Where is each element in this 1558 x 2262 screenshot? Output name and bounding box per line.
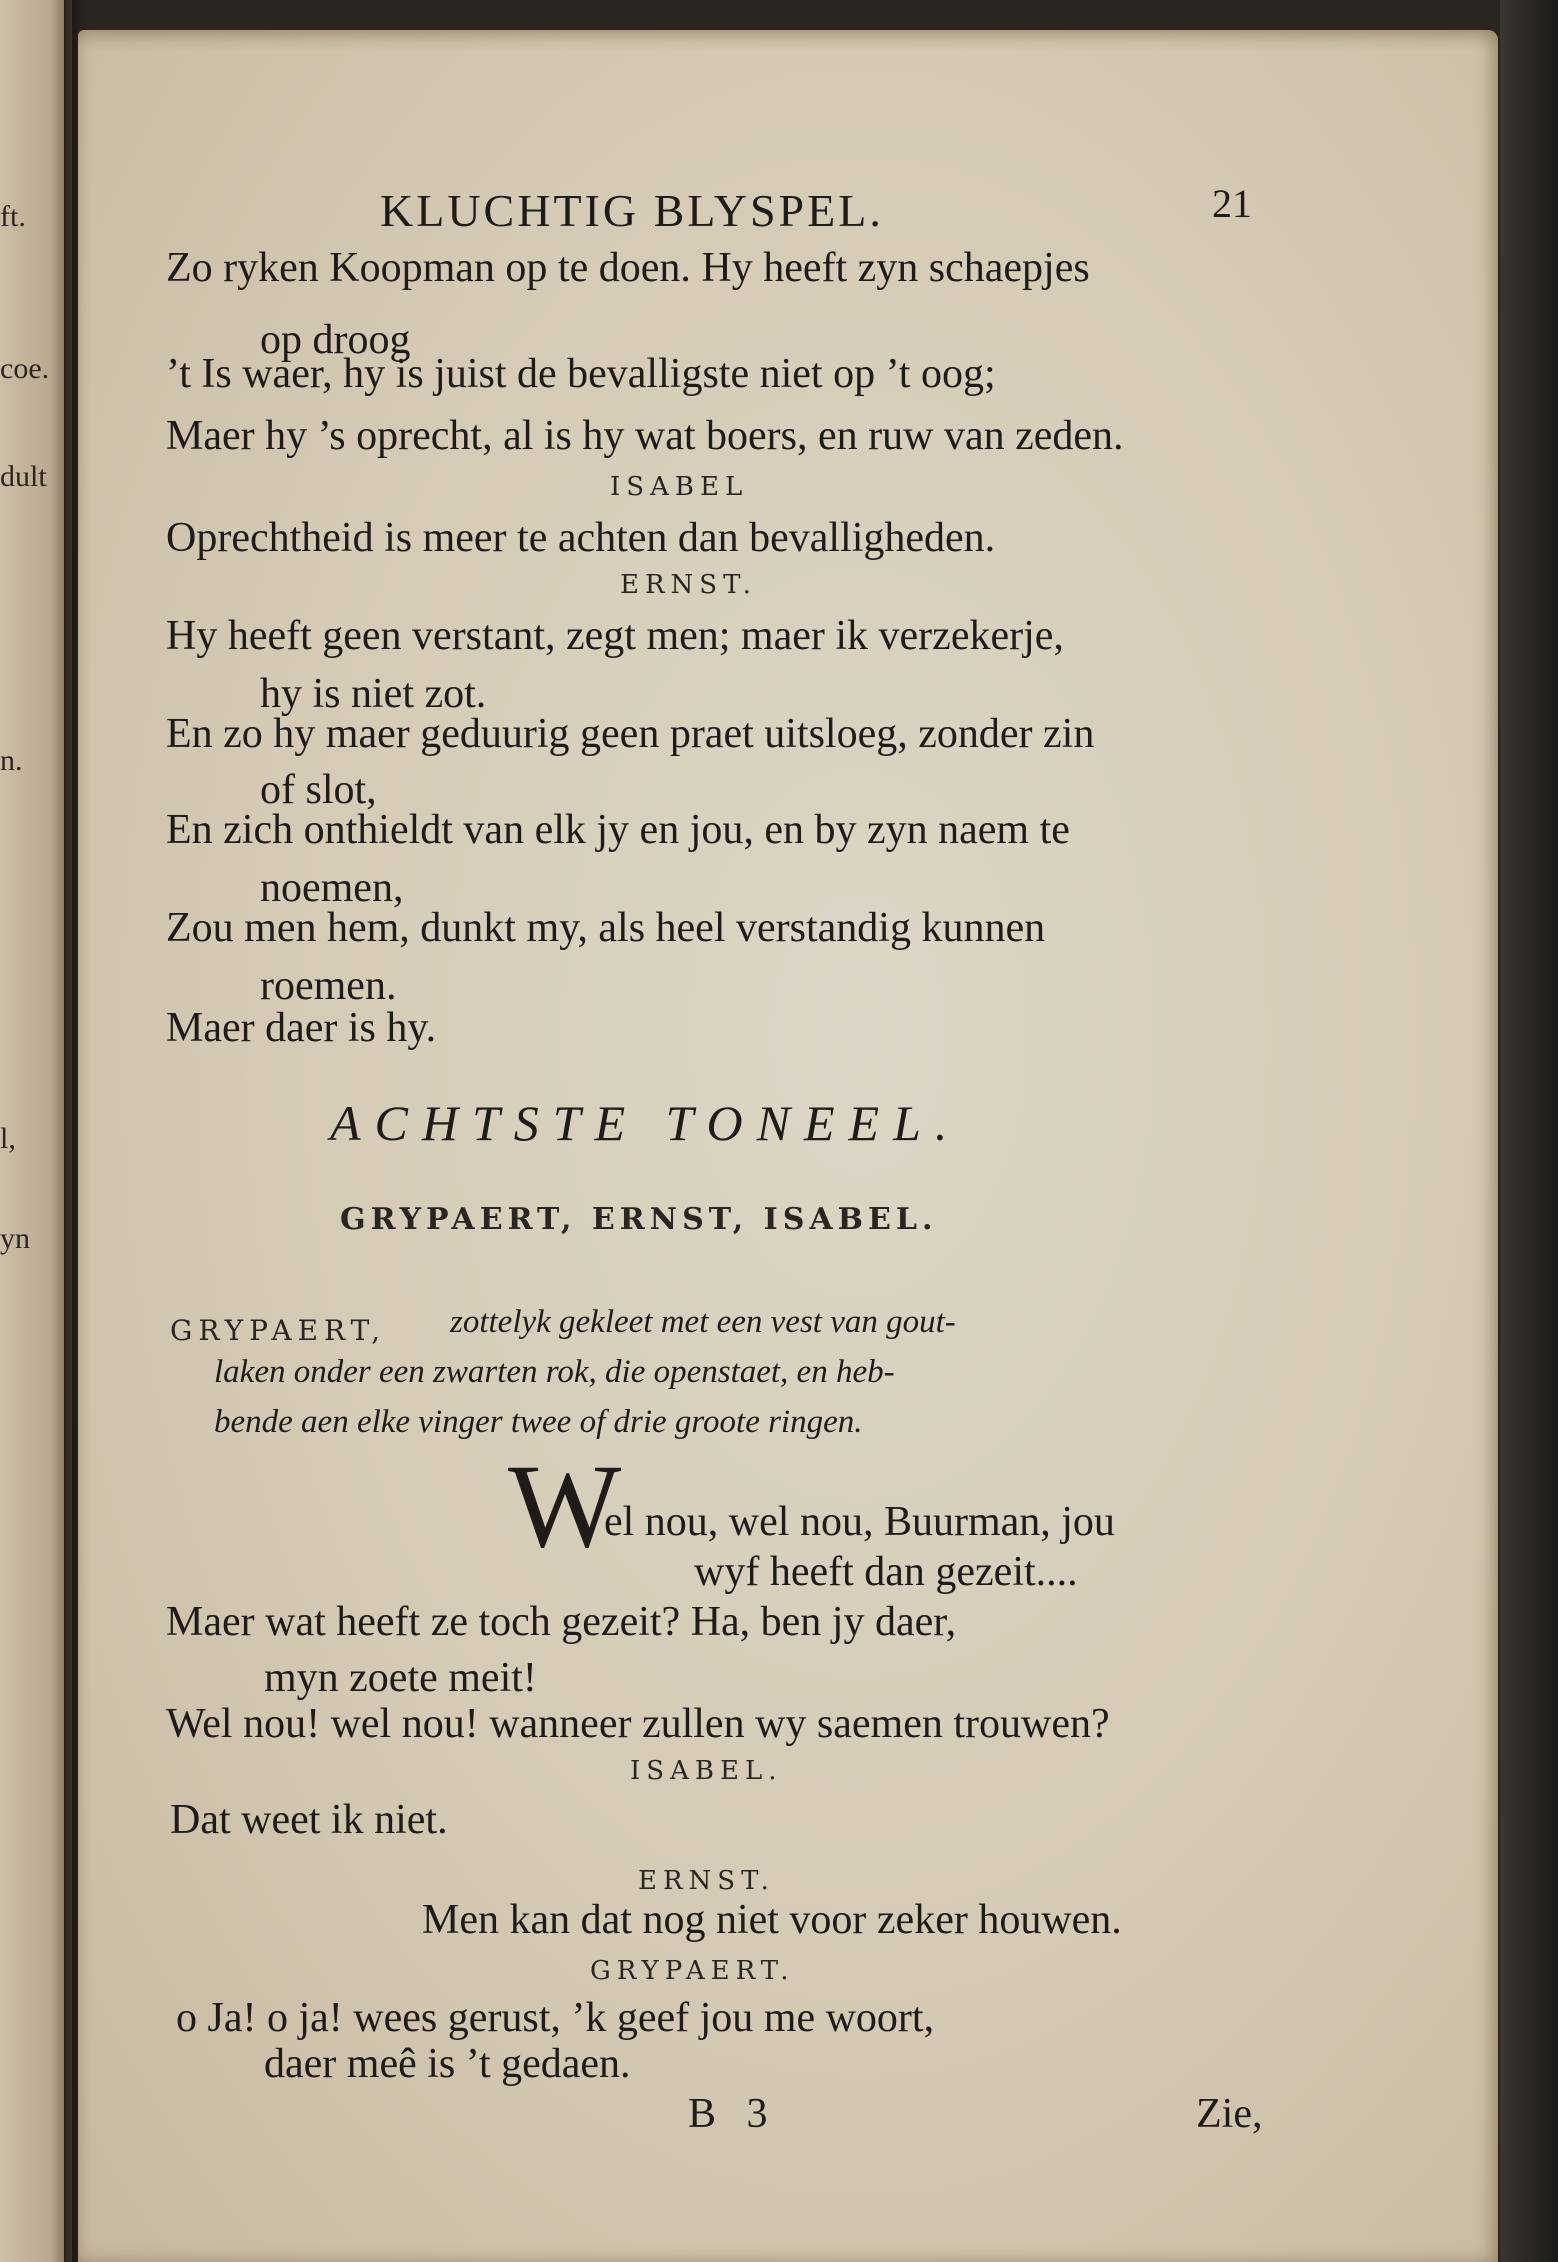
verse-line-continuation: noemen,	[260, 865, 404, 911]
background-right	[1500, 0, 1558, 2262]
speaker-name: GRYPAERT.	[590, 1956, 795, 1986]
dialogue-line: el nou, wel nou, Buurman, jou	[604, 1499, 1115, 1545]
speaker-name: ERNST.	[638, 1866, 775, 1896]
facing-page-edge	[0, 0, 72, 2262]
running-title: KLUCHTIG BLYSPEL.	[380, 185, 884, 236]
page-number: 21	[1212, 181, 1252, 226]
dialogue-line-continuation: wyf heeft dan gezeit....	[694, 1549, 1078, 1595]
dialogue-line: Men kan dat nog niet voor zeker houwen.	[422, 1897, 1122, 1943]
speaker-name: ERNST.	[620, 570, 757, 600]
stage-direction-line: zottelyk gekleet met een vest van gout-	[450, 1304, 956, 1340]
verse-line: En zo hy maer geduurig geen praet uitsloeg, zonder zin	[166, 711, 1095, 757]
stage-direction-line: bende aen elke vinger twee of drie groote ringen.	[214, 1404, 863, 1440]
dialogue-line: Wel nou! wel nou! wanneer zullen wy saemen trouwen?	[166, 1701, 1110, 1747]
verse-line-continuation: hy is niet zot.	[260, 671, 487, 717]
verse-line: ’t Is waer, hy is juist de bevalligste niet op ’t oog;	[166, 351, 996, 397]
facing-page-fragment: l,	[0, 1122, 16, 1155]
verse-line: Zou men hem, dunkt my, als heel verstandig kunnen	[166, 905, 1046, 951]
facing-page-fragment: dult	[0, 460, 47, 493]
speaker-name: ISABEL.	[630, 1756, 783, 1786]
speaker-name: ISABEL	[610, 472, 749, 502]
verse-line: En zich onthieldt van elk jy en jou, en by zyn naem te	[166, 807, 1070, 853]
printer-signature: B 3	[688, 2091, 778, 2137]
dialogue-line-continuation: myn zoete meit!	[264, 1655, 537, 1701]
dialogue-line: Maer wat heeft ze toch gezeit? Ha, ben jy daer,	[166, 1599, 957, 1645]
stage-direction-line: laken onder een zwarten rok, die openstaet, en heb-	[214, 1354, 895, 1390]
dialogue-line: o Ja! o ja! wees gerust, ’k geef jou me woort,	[176, 1995, 935, 2041]
catchword: Zie,	[1196, 2091, 1263, 2137]
verse-line-continuation: op droog	[260, 317, 411, 363]
verse-line-continuation: of slot,	[260, 767, 377, 813]
scene-title: ACHTSTE TONEEL.	[330, 1095, 962, 1151]
verse-line: Hy heeft geen verstant, zegt men; maer ik verzekerje,	[166, 613, 1064, 659]
stage-direction-speaker: GRYPAERT,	[170, 1314, 387, 1347]
verse-line: Maer hy ’s oprecht, al is hy wat boers, en ruw van zeden.	[166, 413, 1124, 459]
verse-line: Zo ryken Koopman op te doen. Hy heeft zyn schaepjes	[166, 245, 1090, 291]
facing-page-fragment: coe.	[0, 352, 50, 385]
verse-line: Maer daer is hy.	[166, 1005, 437, 1051]
facing-page-fragment: yn	[0, 1222, 30, 1255]
facing-page-fragment: n.	[0, 744, 23, 777]
dialogue-line-continuation: daer meê is ’t gedaen.	[264, 2041, 631, 2087]
dialogue-line: Dat weet ik niet.	[170, 1797, 448, 1843]
facing-page-fragment: ft.	[0, 200, 26, 233]
scene-cast-list: GRYPAERT, ERNST, ISABEL.	[340, 1202, 938, 1237]
drop-cap: W	[508, 1439, 622, 1572]
verse-line-continuation: roemen.	[260, 963, 397, 1009]
verse-line: Oprechtheid is meer te achten dan bevalligheden.	[166, 515, 996, 561]
